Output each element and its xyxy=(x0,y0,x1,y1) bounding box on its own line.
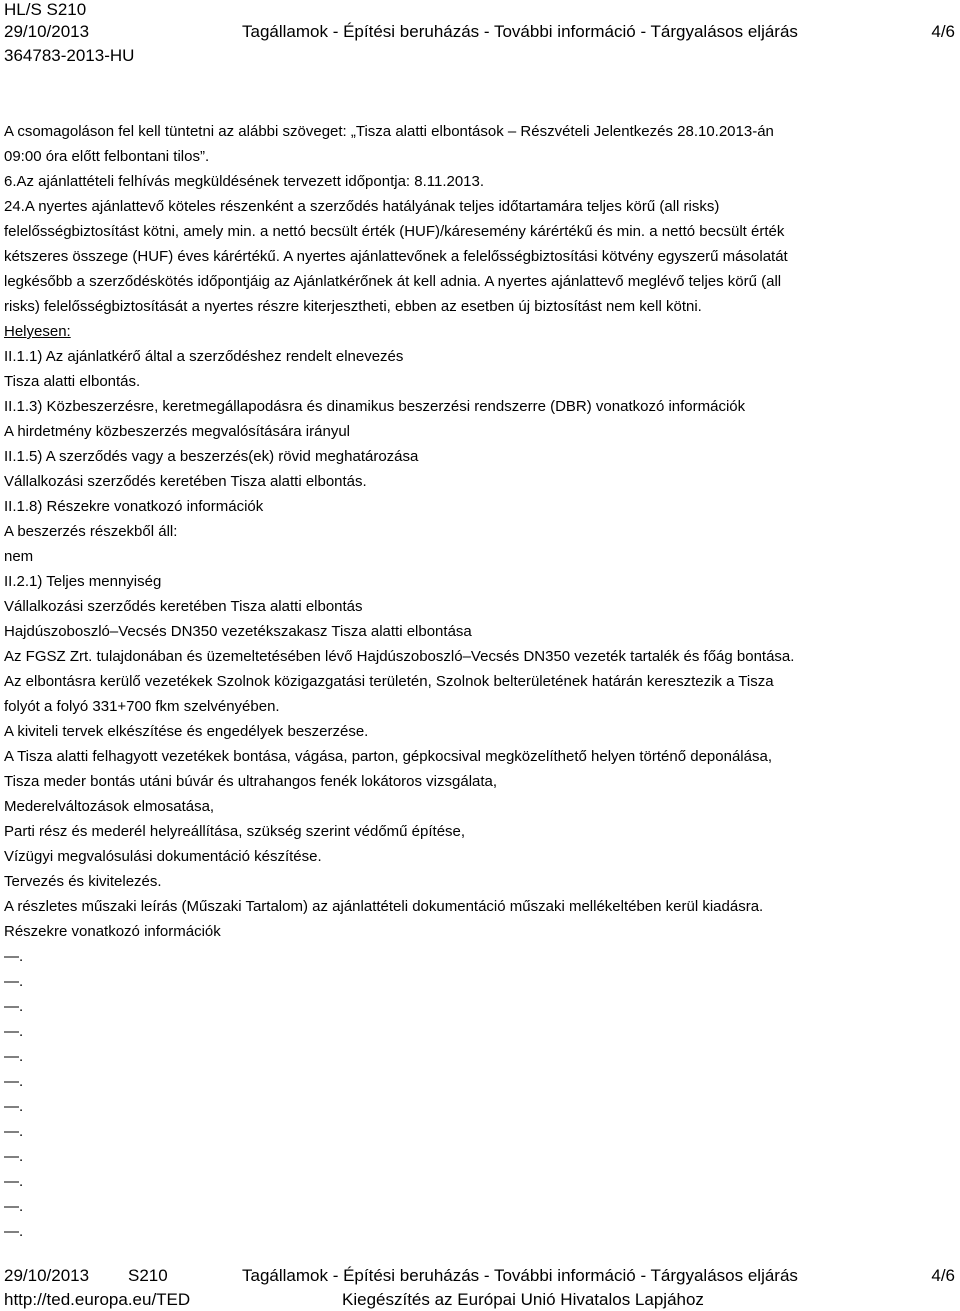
header-date: 29/10/2013 xyxy=(4,22,90,41)
body-line: Az elbontásra kerülő vezetékek Szolnok közigazgatási területén, Szolnok belterületének határán keresztezik a Tisza xyxy=(4,673,774,690)
body-line: A Tisza alatti felhagyott vezetékek bontása, vágása, parton, gépkocsival megközelíthető helyen történő deponálása, xyxy=(4,748,772,765)
body-line: Tisza meder bontás utáni búvár és ultrahangos fenék lokátoros vizsgálata, xyxy=(4,773,498,790)
body-line: II.1.8) Részekre vonatkozó információk xyxy=(4,498,264,515)
footer-series: S210 xyxy=(128,1266,168,1285)
body-line: Az FGSZ Zrt. tulajdonában és üzemeltetésében lévő Hajdúszoboszló–Vecsés DN350 vezeték tartalék és főág bontása. xyxy=(4,648,795,665)
body-line: legkésőbb a szerződéskötés időpontjáig az Ajánlatkérőnek át kell adnia. A nyertes ajánlattevő meglévő teljes körű (all xyxy=(4,273,782,290)
body-line: kétszeres összege (HUF) éves kárértékű. A nyertes ajánlattevőnek a felelősségbiztosítási kötvény egyszerű másolatát xyxy=(4,248,788,265)
body-line: II.1.1) Az ajánlatkérő által a szerződéshez rendelt elnevezés xyxy=(4,348,404,365)
part-placeholder: —. xyxy=(4,948,24,965)
part-placeholder: —. xyxy=(4,1048,24,1065)
part-placeholder: —. xyxy=(4,1148,24,1165)
footer-title: Tagállamok - Építési beruházás - További információ - Tárgyalásos eljárás xyxy=(242,1266,798,1285)
body-line: 09:00 óra előtt felbontani tilos”. xyxy=(4,148,210,165)
body-line: A beszerzés részekből áll: xyxy=(4,523,178,540)
notice-id: 364783-2013-HU xyxy=(4,46,135,65)
corrected-section xyxy=(4,344,958,944)
body-line: risks) felelősségbiztosítását a nyertes részre kiterjesztheti, ebben az esetben új biztosítást nem kell kötni. xyxy=(4,298,702,315)
body-line: Mederelváltozások elmosatása, xyxy=(4,798,215,815)
body-line: Vállalkozási szerződés keretében Tisza alatti elbontás. xyxy=(4,473,367,490)
body-line: nem xyxy=(4,548,34,565)
part-placeholder: —. xyxy=(4,973,24,990)
body-line: II.1.5) A szerződés vagy a beszerzés(ek) rövid meghatározása xyxy=(4,448,419,465)
part-placeholder: —. xyxy=(4,1223,24,1240)
body-line: A kiviteli tervek elkészítése és engedélyek beszerzése. xyxy=(4,723,369,740)
body-line: 6.Az ajánlattételi felhívás megküldésének tervezett időpontja: 8.11.2013. xyxy=(4,173,485,190)
footer-page-number: 4/6 xyxy=(931,1266,955,1285)
form-code: HL/S S210 xyxy=(4,0,87,19)
body-line: II.1.3) Közbeszerzésre, keretmegállapodásra és dinamikus beszerzési rendszerre (DBR) vonatkozó információk xyxy=(4,398,746,415)
part-placeholder: —. xyxy=(4,998,24,1015)
part-placeholder: —. xyxy=(4,1098,24,1115)
body-line: Vízügyi megvalósulási dokumentáció készítése. xyxy=(4,848,322,865)
body-line: A részletes műszaki leírás (Műszaki Tartalom) az ajánlattételi dokumentáció műszaki mellékeltében kerül kiadásra. xyxy=(4,898,764,915)
body-line: Tervezés és kivitelezés. xyxy=(4,873,162,890)
body-line: folyót a folyó 331+700 fkm szelvényében. xyxy=(4,698,280,715)
parts-list xyxy=(4,944,958,1244)
body-line: II.2.1) Teljes mennyiség xyxy=(4,573,162,590)
part-placeholder: —. xyxy=(4,1073,24,1090)
part-placeholder: —. xyxy=(4,1123,24,1140)
body-line: 24.A nyertes ajánlattevő köteles részenként a szerződés hatályának teljes időtartamára teljes körű (all risks) xyxy=(4,198,720,215)
document-body xyxy=(4,119,958,1244)
body-line: Parti rész és mederél helyreállítása, szükség szerint védőmű építése, xyxy=(4,823,466,840)
footer-url[interactable]: http://ted.europa.eu/TED xyxy=(4,1290,191,1309)
body-line: Vállalkozási szerződés keretében Tisza alatti elbontás xyxy=(4,598,363,615)
part-placeholder: —. xyxy=(4,1173,24,1190)
body-line: A hirdetmény közbeszerzés megvalósítására irányul xyxy=(4,423,350,440)
part-placeholder: —. xyxy=(4,1023,24,1040)
body-line: A csomagoláson fel kell tüntetni az alábbi szöveget: „Tisza alatti elbontások – Részvételi Jelentkezés 28.10.2013-án xyxy=(4,123,774,140)
body-line: Hajdúszoboszló–Vecsés DN350 vezetékszakasz Tisza alatti elbontása xyxy=(4,623,472,640)
correct-label: Helyesen: xyxy=(4,323,71,340)
footer-supplement: Kiegészítés az Európai Unió Hivatalos Lapjához xyxy=(342,1290,704,1309)
header-page-number: 4/6 xyxy=(931,22,955,41)
body-line: Tisza alatti elbontás. xyxy=(4,373,141,390)
header-title: Tagállamok - Építési beruházás - További információ - Tárgyalásos eljárás xyxy=(242,22,798,41)
body-line: felelősségbiztosítást kötni, amely min. a nettó becsült érték (HUF)/káresemény kárértékű és min. a nettó becsült érték xyxy=(4,223,785,240)
part-placeholder: —. xyxy=(4,1198,24,1215)
body-line: Részekre vonatkozó információk xyxy=(4,923,221,940)
footer-date: 29/10/2013 xyxy=(4,1266,90,1285)
